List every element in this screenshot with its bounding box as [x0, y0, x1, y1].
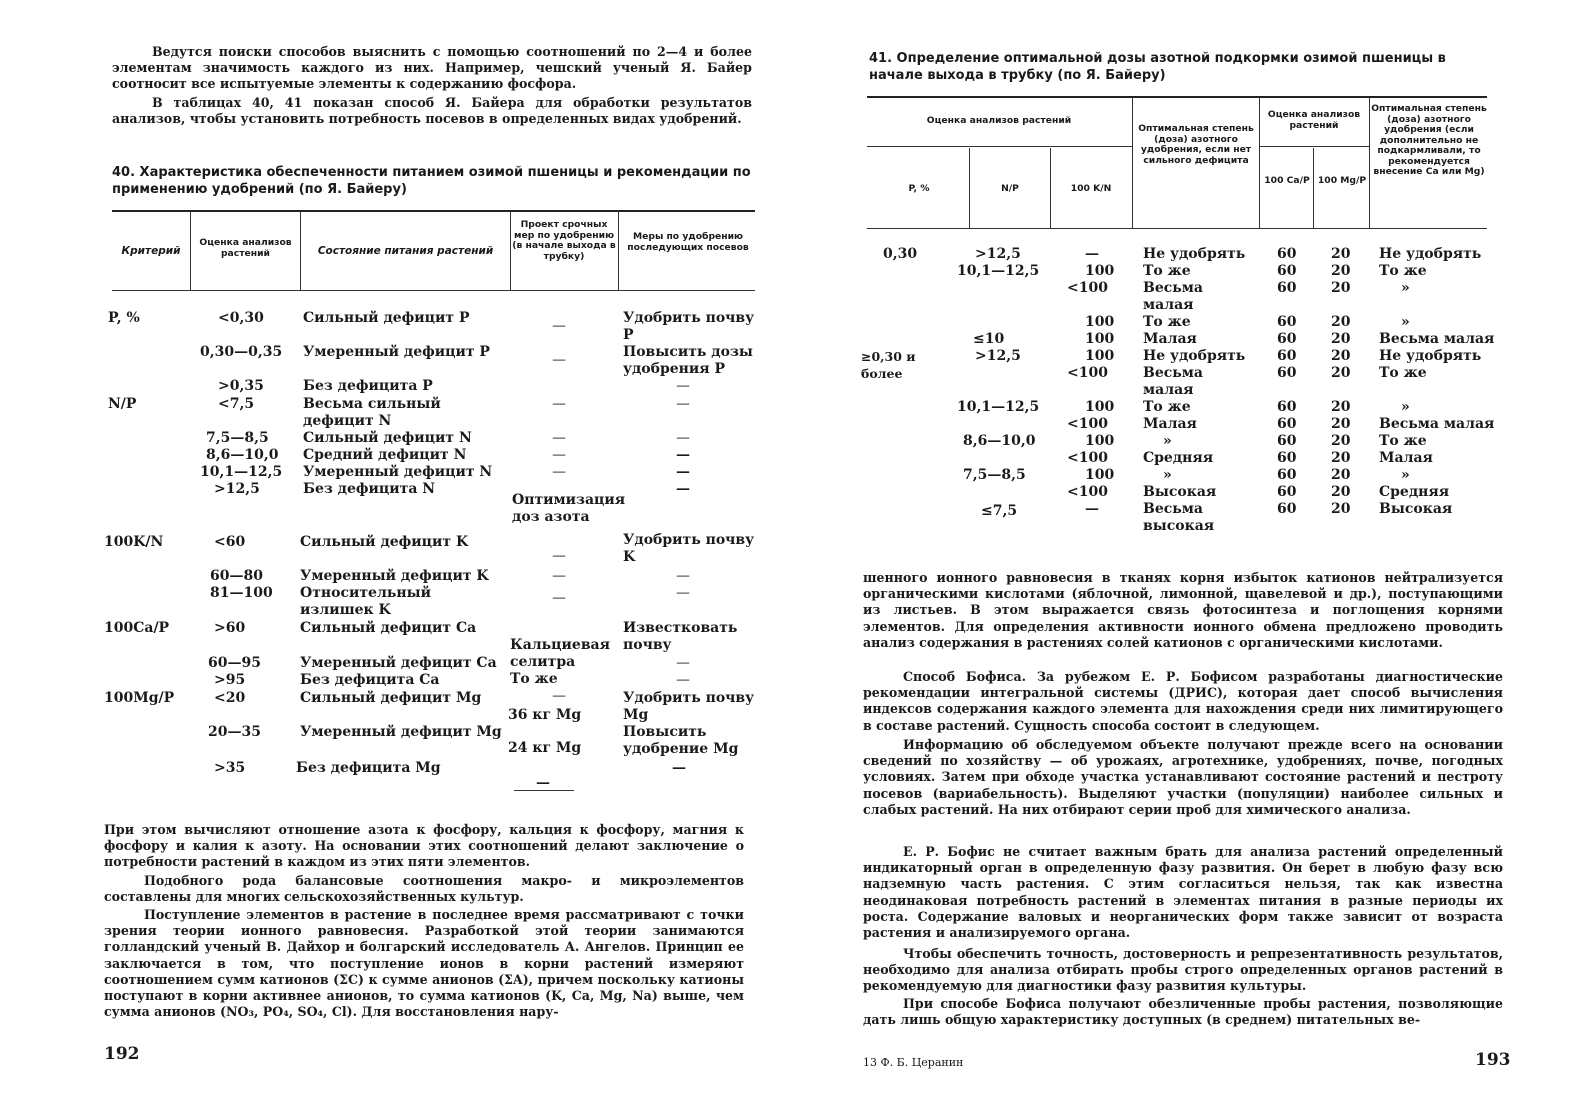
- table-cell: Весьма сильный дефицит N: [303, 396, 441, 429]
- table-cell: 10,1—12,5: [957, 399, 1040, 415]
- table-cell: >95: [214, 672, 246, 688]
- table-cell: —: [672, 760, 686, 776]
- table-cell: —: [676, 378, 690, 394]
- table41-header-group2: Оценка анализов растений: [1267, 109, 1361, 131]
- table40-col-divider: [300, 212, 301, 290]
- table-cell: >60: [214, 620, 246, 636]
- table41-col-divider: [1313, 148, 1314, 228]
- table-cell: 60: [1277, 501, 1297, 517]
- table41-col-divider: [1259, 98, 1260, 228]
- table-cell: >12,5: [975, 246, 1021, 262]
- table-cell: 20: [1331, 501, 1351, 517]
- table-cell: 20: [1331, 433, 1351, 449]
- table-cell: —: [676, 430, 690, 446]
- table41-header-optimal2: Оптимальная степень (доза) азотного удобрения (если дополнительно не подкармливали, то рекомендуется внесение Ca или Mg): [1371, 103, 1487, 177]
- table-cell: Не удобрять: [1143, 348, 1246, 364]
- table-cell: 10,1—12,5: [200, 464, 283, 480]
- table-cell: —: [552, 464, 566, 480]
- table-cell: Весьма малая: [1379, 331, 1495, 347]
- table-cell: ≤10: [973, 331, 1005, 347]
- table41-caption: 41. Определение оптимальной дозы азотной подкормки озимой пшеницы в начале выхода в трубку (по Я. Байеру): [869, 51, 1446, 83]
- intro-paragraph-1: Ведутся поиски способов выяснить с помощью соотношений по 2—4 и более элементам значимость каждого из них. Например, чешский ученый Я. Байер соотносит все испытуемые элементы к содержанию фосфора.: [112, 44, 752, 92]
- body-paragraph-2: Подобного рода балансовые соотношения макро- и микроэлементов составлены для многих сельскохозяйственных культур.: [104, 873, 744, 905]
- table40-header-state: Состояние питания растений: [317, 245, 494, 257]
- table-cell: 20: [1331, 348, 1351, 364]
- table-cell: 20: [1331, 314, 1351, 330]
- table-cell: Удобрить почву K: [623, 532, 755, 565]
- table-cell: >35: [214, 760, 246, 776]
- table-cell: <100: [1067, 280, 1108, 296]
- table-cell: —: [676, 464, 690, 480]
- table40-caption: 40. Характеристика обеспеченности питанием озимой пшеницы и рекомендации по применению удобрений (по Я. Байеру): [112, 165, 751, 197]
- table-cell: »: [1163, 467, 1172, 483]
- table-cell: Умеренный дефицит N: [303, 464, 493, 480]
- table41-header-optimal: Оптимальная степень (доза) азотного удобрения, если нет сильного дефицита: [1138, 123, 1254, 166]
- table41-col-divider: [1132, 98, 1133, 228]
- table40-col-divider: [190, 212, 191, 290]
- table-cell: —: [676, 655, 690, 671]
- table-cell: 100: [1085, 348, 1115, 364]
- table-cell: Без дефицита P: [303, 378, 433, 394]
- table-cell: Сильный дефицит K: [300, 534, 469, 550]
- table40-header-rule: [112, 290, 755, 291]
- table-cell: То же: [510, 671, 558, 687]
- table-cell: Относительный излишек K: [300, 585, 431, 618]
- table-cell: 60: [1277, 467, 1297, 483]
- body-paragraph-3: Поступление элементов в растение в последнее время рассматривают с точки зрения теории ионного равновесия. Разработкой этой теории занимаются голландский ученый В. Дайхор и болгарский исследователь А. Ангелов. Принцип ее заключается в том, что поступление ионов в корни растений измеряют соотношением сумм катионов (ΣC) к сумме анионов (ΣA), причем поскольку катионы поступают в корни активнее анионов, то сумма катионов (K, Ca, Mg, Na) выше, чем сумма анионов (NO₃, PO₄, SO₄, Cl). Для восстановления нару-: [104, 907, 744, 1020]
- table-cell: ≤7,5: [981, 503, 1018, 519]
- table-cell: Малая: [1143, 331, 1197, 347]
- table41-top-rule: [867, 96, 1487, 98]
- table40-header-criterion: Критерий: [121, 245, 181, 257]
- table-cell: То же: [1143, 263, 1191, 279]
- table41-col-divider: [969, 148, 970, 228]
- table-cell: Весьма высокая: [1143, 501, 1215, 534]
- table-cell: 20: [1331, 246, 1351, 262]
- table-cell: 8,6—10,0: [206, 447, 279, 463]
- table-cell: <0,30: [218, 310, 264, 326]
- table-cell: 60: [1277, 433, 1297, 449]
- table-cell: То же: [1379, 263, 1427, 279]
- table41-header-mgp: 100 Mg/P: [1317, 175, 1367, 186]
- table-cell: 60: [1277, 399, 1297, 415]
- table-cell: 60: [1277, 246, 1297, 262]
- table-cell: Сильный дефицит Mg: [300, 690, 482, 706]
- table-cell: 100: [1085, 399, 1115, 415]
- body-paragraph-3: Информацию об обследуемом объекте получают прежде всего на основании сведений по хозяйству — об урожаях, агротехнике, удобрениях, почве, погодных условиях. Затем при обходе участка устанавливают состояние растений и пестроту посевов (вариабельность). Выделяют участки (популяции) наиболее сильных и слабых растений. На них отбирают серии проб для химического анализа.: [863, 737, 1503, 817]
- table-cell: 36 кг Mg: [508, 707, 582, 723]
- table40-col-divider: [510, 212, 511, 290]
- table41-group-rule: [1259, 146, 1369, 147]
- table41-header-rule: [867, 228, 1487, 229]
- table40-top-rule: [112, 210, 755, 212]
- table41-col-divider: [1050, 148, 1051, 228]
- table-cell: 60: [1277, 314, 1297, 330]
- table-cell: <60: [214, 534, 246, 550]
- table-cell: —: [552, 548, 566, 564]
- table-cell: 7,5—8,5: [963, 467, 1026, 483]
- table-cell: Умеренный дефицит Ca: [300, 655, 497, 671]
- table-cell: 20—35: [208, 724, 261, 740]
- table-cell: —: [552, 447, 566, 463]
- table-cell: 60: [1277, 365, 1297, 381]
- table-cell: То же: [1379, 433, 1427, 449]
- table-cell: Весьма малая: [1143, 280, 1203, 313]
- table-cell: »: [1401, 280, 1410, 296]
- table-cell: 60—80: [210, 568, 263, 584]
- table-cell: 20: [1331, 467, 1351, 483]
- intro-paragraph-2: В таблицах 40, 41 показан способ Я. Байера для обработки результатов анализов, чтобы установить потребность посевов в определенных видах удобрений.: [112, 95, 752, 127]
- table41-header-kn: 100 K/N: [1070, 183, 1112, 194]
- table-cell: 81—100: [210, 585, 273, 601]
- table-cell: <100: [1067, 365, 1108, 381]
- body-paragraph-2: Способ Бофиса. За рубежом Е. Р. Бофисом разработаны диагностические рекомендации интегральной системы (ДРИС), которая дает способ вычисления индексов содержания каждого элемента для нахождения среди них лимитирующего в составе растений. Сущность способа состоит в следующем.: [863, 669, 1503, 733]
- footer-signature: 13 Ф. Б. Церанин: [863, 1056, 964, 1069]
- table-cell: 7,5—8,5: [206, 430, 269, 446]
- table-cell: N/P: [108, 396, 137, 412]
- table-cell: —: [552, 318, 566, 334]
- table-cell: Не удобрять: [1379, 246, 1482, 262]
- table-cell: 100: [1085, 433, 1115, 449]
- body-paragraph-5: Чтобы обеспечить точность, достоверность и репрезентативность результатов, необходимо для анализа отбирать пробы строго определенных органов растений в рекомендуемую для диагностики фазу развития культуры.: [863, 946, 1503, 994]
- table-cell: »: [1163, 433, 1172, 449]
- table-cell: —: [552, 568, 566, 584]
- table40-header-urgent: Проект срочных мер по удобрению (в начале выхода в трубку): [512, 219, 616, 262]
- table-cell: 0,30: [883, 246, 918, 262]
- table-cell: 20: [1331, 484, 1351, 500]
- table-cell: 100Mg/P: [104, 690, 175, 706]
- table-cell: »: [1401, 314, 1410, 330]
- table-cell: Повысить дозы удобрения P: [623, 344, 753, 377]
- table-cell: 60: [1277, 484, 1297, 500]
- table-cell: 8,6—10,0: [963, 433, 1036, 449]
- table-cell: —: [676, 481, 690, 497]
- table-cell: 60—95: [208, 655, 261, 671]
- body-paragraph-6: При способе Бофиса получают обезличенные пробы растения, позволяющие дать лишь общую характеристику доступных (в среднем) питательных ве-: [863, 996, 1503, 1028]
- table-cell: Не удобрять: [1379, 348, 1482, 364]
- table-cell: Высокая: [1379, 501, 1453, 517]
- table41-header-np: N/P: [1001, 183, 1019, 194]
- table-cell: 60: [1277, 280, 1297, 296]
- table-cell: Высокая: [1143, 484, 1217, 500]
- table-cell: Удобрить почву P: [623, 310, 755, 343]
- page-number: 193: [1475, 1050, 1511, 1070]
- table-cell: —: [676, 568, 690, 584]
- table-cell: —: [536, 775, 550, 791]
- table-cell: 20: [1331, 280, 1351, 296]
- table-cell: »: [1401, 467, 1410, 483]
- table41-group-rule: [867, 146, 1132, 147]
- body-paragraph-4: Е. Р. Бофис не считает важным брать для анализа растений определенный индикаторный орган в определенную фазу развития. Он берет в любую фазу всю надземную часть растения. С этим согласиться нельзя, так как известна неодинаковая потребность растений в элементах питания в разные периоды их роста. Содержание валовых и неорганических форм также зависит от возраста растения и анализируемого органа.: [863, 844, 1503, 941]
- table-cell: 60: [1277, 348, 1297, 364]
- table40-header-measures: Меры по удобрению последующих посевов: [627, 231, 749, 253]
- table-cell: Не удобрять: [1143, 246, 1246, 262]
- body-paragraph-1: При этом вычисляют отношение азота к фосфору, кальция к фосфору, магния к фосфору и калия к азоту. На основании этих соотношений делают заключение о потребности растений в каждом из этих пяти элементов.: [104, 822, 744, 870]
- table-cell: 20: [1331, 263, 1351, 279]
- table-cell: —: [552, 396, 566, 412]
- table-cell: >0,35: [218, 378, 264, 394]
- table-cell: 60: [1277, 263, 1297, 279]
- table-cell: 20: [1331, 399, 1351, 415]
- table-cell: ≥0,30 и более: [861, 349, 916, 381]
- table-cell: Без дефицита Ca: [300, 672, 440, 688]
- table-cell: <7,5: [218, 396, 255, 412]
- table-cell: Без дефицита N: [303, 481, 436, 497]
- table-cell: Средний дефицит N: [303, 447, 467, 463]
- table-cell: 60: [1277, 331, 1297, 347]
- table-cell: Средняя: [1379, 484, 1450, 500]
- table-cell: Кальциевая селитра: [510, 637, 610, 670]
- table-cell: Сильный дефицит P: [303, 310, 470, 326]
- table-cell: —: [552, 590, 566, 606]
- table-cell: <100: [1067, 450, 1108, 466]
- table-cell: P, %: [108, 310, 140, 326]
- table-cell: >12,5: [214, 481, 260, 497]
- table-cell: —: [676, 396, 690, 412]
- table-cell: 10,1—12,5: [957, 263, 1040, 279]
- body-paragraph-1: шенного ионного равновесия в тканях корня избыток катионов нейтрализуется органическими кислотами (яблочной, лимонной, щавелевой и др.), поступающими из листьев. В этом выражается связь фотосинтеза и поглощения корнями элементов. Для определения активности ионного обмена предложено проводить анализ содержания в растениях солей катионов с органическими кислотами.: [863, 570, 1503, 650]
- table-cell: —: [552, 430, 566, 446]
- table-cell: Умеренный дефицит P: [303, 344, 490, 360]
- table-cell: 20: [1331, 416, 1351, 432]
- table41-header-group: Оценка анализов растений: [926, 115, 1072, 126]
- table-cell: 100Ca/P: [104, 620, 170, 636]
- right-page: [785, 0, 1570, 1116]
- table-cell: Умеренный дефицит K: [300, 568, 489, 584]
- table-cell: 0,30—0,35: [200, 344, 283, 360]
- table-cell: Весьма малая: [1143, 365, 1203, 398]
- table-cell: То же: [1143, 399, 1191, 415]
- table-cell: Повысить удобрение Mg: [623, 724, 739, 757]
- table-cell: »: [1401, 399, 1410, 415]
- table-cell: —: [676, 447, 690, 463]
- table-cell: Удобрить почву Mg: [623, 690, 755, 723]
- table-cell: Сильный дефицит Ca: [300, 620, 477, 636]
- table-cell: Весьма малая: [1379, 416, 1495, 432]
- table-cell: Известковать почву: [623, 620, 738, 653]
- table-cell: Оптимизация доз азота: [512, 492, 626, 525]
- table-cell: Средняя: [1143, 450, 1214, 466]
- table-cell: 60: [1277, 450, 1297, 466]
- table40-col-divider: [618, 212, 619, 290]
- table-cell: 100K/N: [104, 534, 164, 550]
- table41-col-divider: [1369, 98, 1370, 228]
- table-cell: 100: [1085, 331, 1115, 347]
- table-cell: То же: [1143, 314, 1191, 330]
- table-cell: >12,5: [975, 348, 1021, 364]
- table-cell: 100: [1085, 467, 1115, 483]
- table-cell: 100: [1085, 263, 1115, 279]
- table-cell: —: [676, 672, 690, 688]
- table-cell: <100: [1067, 484, 1108, 500]
- table41-header-p: P, %: [908, 183, 930, 194]
- table40-header-assessment: Оценка анализов растений: [199, 237, 292, 259]
- table-cell: 20: [1331, 365, 1351, 381]
- table-cell: 20: [1331, 331, 1351, 347]
- table-cell: —: [552, 352, 566, 368]
- table-cell: —: [1085, 501, 1099, 517]
- table-cell: Без дефицита Mg: [296, 760, 441, 776]
- table-cell: <100: [1067, 416, 1108, 432]
- table-cell: Сильный дефицит N: [303, 430, 472, 446]
- table-cell: 100: [1085, 314, 1115, 330]
- page-number: 192: [104, 1044, 140, 1064]
- table-cell: Малая: [1143, 416, 1197, 432]
- table-cell: Малая: [1379, 450, 1433, 466]
- table-cell: То же: [1379, 365, 1427, 381]
- table41-header-cap: 100 Ca/P: [1264, 175, 1310, 186]
- table-cell: 20: [1331, 450, 1351, 466]
- table-cell: —: [552, 688, 566, 704]
- table-cell: —: [1085, 246, 1099, 262]
- table-cell: 24 кг Mg: [508, 740, 582, 756]
- table-cell: Умеренный дефицит Mg: [300, 724, 502, 740]
- table-cell: —: [676, 585, 690, 601]
- table-cell: 60: [1277, 416, 1297, 432]
- table-cell: <20: [214, 690, 246, 706]
